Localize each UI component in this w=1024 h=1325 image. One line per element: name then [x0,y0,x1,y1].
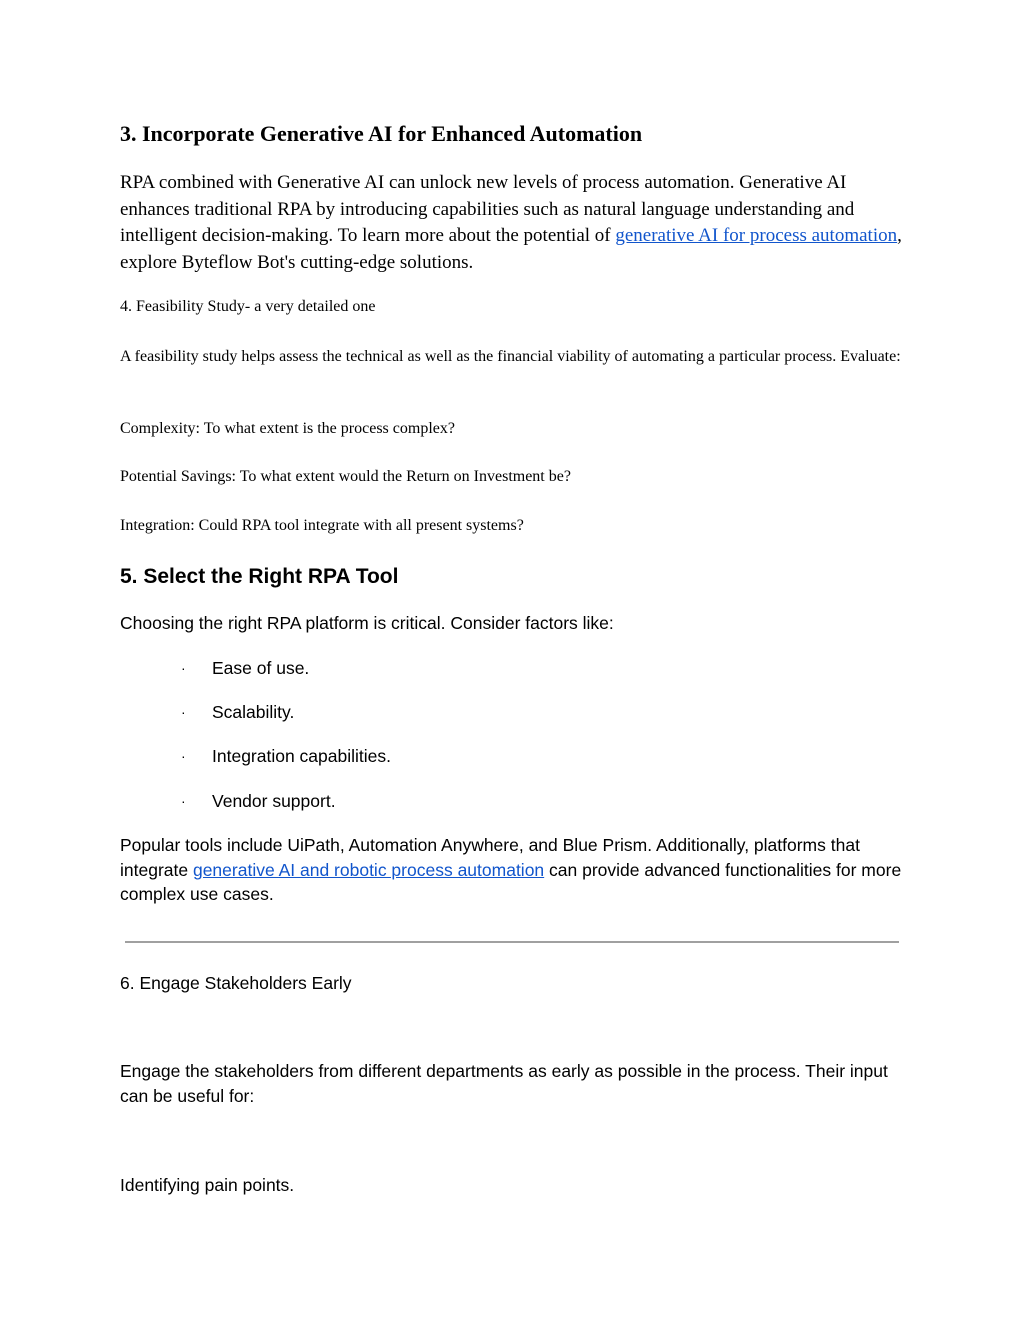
section-5-tools-part1: Popular tools include UiPath, Automation Anywhere, and Blue Prism. Additionally, platforms that integrate [120,835,860,880]
section-6-item: Identifying pain points. [120,1175,295,1195]
section-4-item-savings: Potential Savings: To what extent would the Return on Investment be? [120,468,571,485]
bullet-text: Ease of use. [212,658,310,678]
section-4-body: A feasibility study helps assess the technical as well as the financial viability of automating a particular process. Evaluate: [120,348,901,365]
section-3-heading: 3. Incorporate Generative AI for Enhanced Automation [120,121,643,146]
bullet-dot: · [181,793,186,809]
section-5-tools-paragraph [120,833,910,907]
section-6-body: Engage the stakeholders from different departments as early as possible in the process. Their input can be useful for: [120,1061,888,1106]
horizontal-divider [125,941,899,943]
section-4-item-integration: Integration: Could RPA tool integrate with all present systems? [120,517,524,534]
section-4-item-complexity: Complexity: To what extent is the process complex? [120,420,455,437]
section-5-tools-part2: can provide advanced functionalities for more complex use cases. [120,859,902,904]
generative-ai-rpa-link[interactable]: generative AI and robotic process automation [192,859,545,880]
section-5-intro: Choosing the right RPA platform is critical. Consider factors like: [120,613,614,633]
section-3-text-part1: RPA combined with Generative AI can unlock new levels of process automation. Generative AI enhances traditional RPA by introducing capabilities such as natural language understanding and intelligent decision-making. To learn more about the potential of [120,172,855,246]
bullet-dot: · [181,660,186,676]
bullet-dot: · [181,748,186,764]
section-3-paragraph [120,170,910,276]
section-5-heading: 5. Select the Right RPA Tool [120,565,399,588]
bullet-text: Integration capabilities. [212,746,391,766]
bullet-dot: · [181,704,186,720]
section-6-title: 6. Engage Stakeholders Early [120,973,352,993]
generative-ai-process-automation-link[interactable]: generative AI for process automation [615,225,898,246]
section-3-text-part2: , explore Byteflow Bot's cutting-edge solutions. [120,225,902,273]
bullet-text: Vendor support. [212,791,336,811]
bullet-text: Scalability. [212,702,295,722]
section-4-title: 4. Feasibility Study- a very detailed one [120,298,376,315]
